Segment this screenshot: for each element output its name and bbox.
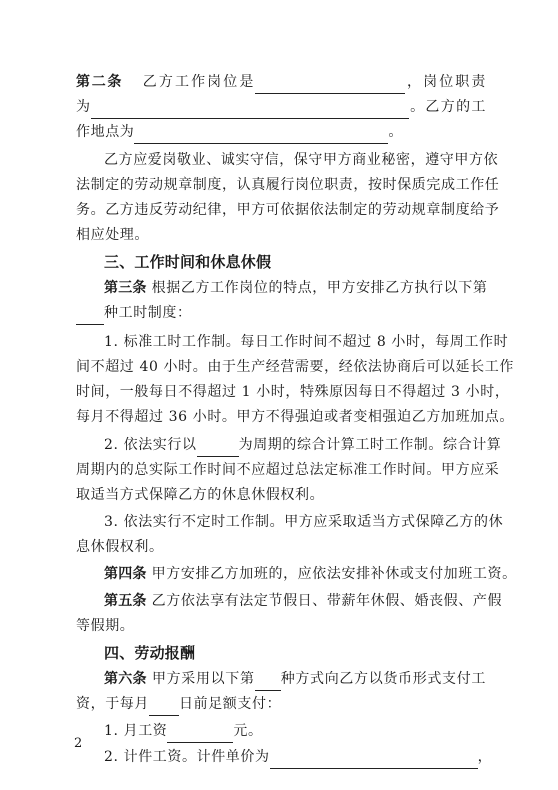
payment-method-blank[interactable] [255,672,281,691]
article6-label: 第六条 [104,671,147,687]
article4-line1: 第四条 甲方安排乙方加班的，应依法安排补休或支付加班工资。 [104,566,517,582]
piece-rate-blank[interactable] [270,750,478,769]
working-hours-system-blank[interactable] [76,306,104,325]
article2-line3: 作地点为 。 [76,120,486,144]
job-position-blank[interactable] [255,75,405,94]
comprehensive-period-blank[interactable] [197,438,239,457]
pay-day-blank[interactable] [149,697,179,716]
article2-p2-line3: 务。乙方违反劳动纪律，甲方可依据依法制定的劳动规章制度给予 [76,202,500,218]
section3-heading: 三、工作时间和休息休假 [104,253,272,271]
article6-line1: 第六条 甲方采用以下第 种方式向乙方以货币形式支付工 [104,667,486,691]
article4-label: 第四条 [104,566,147,582]
work-location-blank[interactable] [134,125,388,144]
section4-heading: 四、劳动报酬 [104,644,196,662]
article2-label: 第二条 [76,74,124,90]
article3-item1-line4: 每月不得超过 36 小时。甲方不得强迫或者变相强迫乙方加班加点。 [76,409,514,425]
article3-item3-line2: 息休假权利。 [76,539,164,555]
article3-line2: 种工时制度： [76,301,486,325]
article3-item1-line1: 1. 标准工时工作制。每日工作时间不超过 8 小时，每周工作时 [104,334,509,350]
article3-label: 第三条 [104,280,147,296]
article6-item2: 2. 计件工资。计件单价为 ， [104,745,486,769]
article2-line2: 为 。乙方的工 [76,95,486,119]
article3-line1: 第三条 根据乙方工作岗位的特点，甲方安排乙方执行以下第 [104,280,488,296]
article3-item2-line2: 周期内的总实际工作时间不应超过总法定标准工作时间。甲方应采 [76,462,500,478]
article3-item2-line1: 2. 依法实行以 为周期的综合计算工时工作制。综合计算 [104,433,486,457]
article3-item3-line1: 3. 依法实行不定时工作制。甲方应采取适当方式保障乙方的休 [104,514,504,530]
article6-item1: 1. 月工资 元。 [104,719,486,743]
article3-item1-line3: 时间，一般每日不得超过 1 小时，特殊原因每日不得超过 3 小时， [76,384,510,400]
job-duties-blank[interactable] [91,100,409,119]
article5-line1: 第五条 乙方依法享有法定节假日、带薪年休假、婚丧假、产假 [104,593,503,609]
monthly-wage-blank[interactable] [167,724,233,743]
article2-p2-line4: 相应处理。 [76,227,149,243]
article2-line1: 第二条 乙方工作岗位是 ，岗位职责 [76,70,486,94]
article5-line2: 等假期。 [76,618,135,634]
article3-item2-line3: 取适当方式保障乙方的休息休假权利。 [76,487,325,503]
article3-item1-line2: 间不超过 40 小时。由于生产经营需要，经依法协商后可以延长工作 [76,359,514,375]
article2-p2-line2: 法制定的劳动规章制度，认真履行岗位职责，按时保质完成工作任 [76,177,500,193]
article2-p2-line1: 乙方应爱岗敬业、诚实守信，保守甲方商业秘密，遵守甲方依 [104,152,499,168]
article5-label: 第五条 [104,593,147,609]
page-number: 2 [74,736,83,751]
article6-line2: 资，于每月 日前足额支付： [76,692,486,716]
